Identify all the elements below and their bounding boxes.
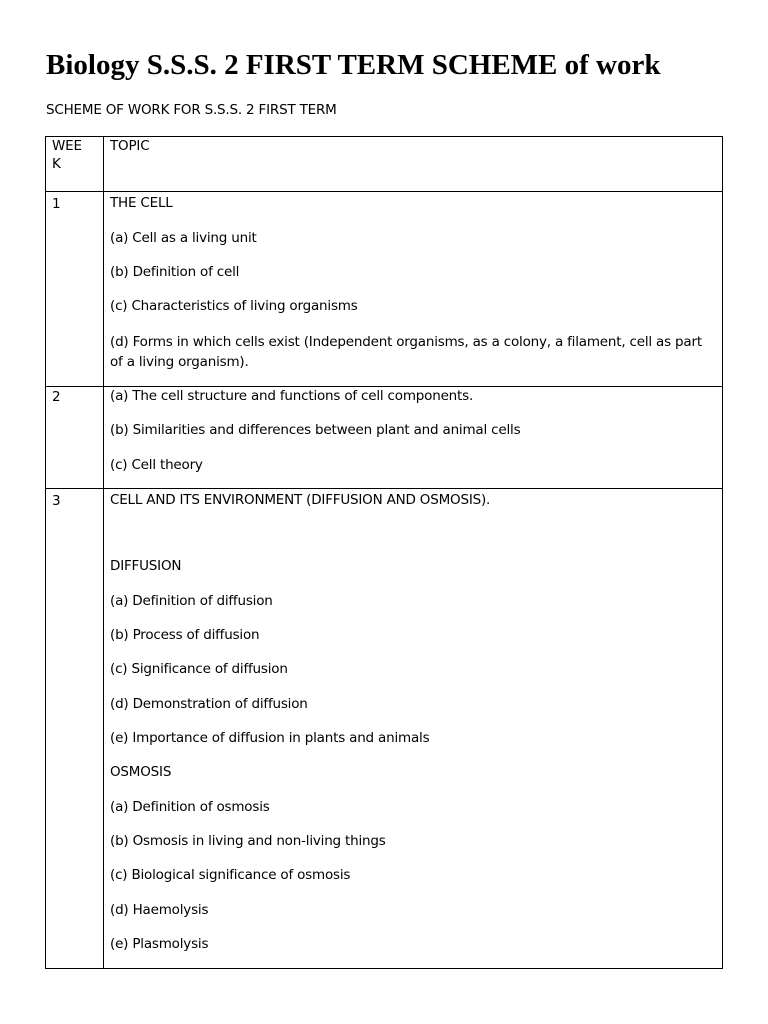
section-heading-osmosis: OSMOSIS: [110, 764, 172, 780]
topic-item: (a) Definition of diffusion: [110, 593, 273, 609]
week-cell: [46, 192, 104, 387]
table-header-row: [46, 137, 723, 192]
week-cell: [46, 387, 104, 489]
document-title: Biology S.S.S. 2 FIRST TERM SCHEME of work: [46, 49, 661, 81]
topic-item: (b) Process of diffusion: [110, 627, 260, 643]
topic-item: (d) Demonstration of diffusion: [110, 696, 308, 712]
week-number: 3: [52, 493, 61, 509]
header-week-cell: [46, 137, 104, 192]
topic-heading: THE CELL: [110, 195, 173, 211]
week-number: 1: [52, 196, 61, 212]
topic-item: (c) Significance of diffusion: [110, 661, 288, 677]
topic-cell: [104, 387, 723, 489]
topic-item: (b) Definition of cell: [110, 264, 240, 280]
header-topic-cell: [104, 137, 723, 192]
section-heading-diffusion: DIFFUSION: [110, 558, 182, 574]
topic-cell: [104, 489, 723, 969]
header-week-label: WEEK: [52, 138, 82, 172]
topic-item: (a) The cell structure and functions of cell components.: [110, 388, 474, 404]
week-number: 2: [52, 389, 61, 405]
header-topic-label: TOPIC: [110, 138, 150, 154]
topic-item: (d) Haemolysis: [110, 902, 209, 918]
topic-item: (a) Cell as a living unit: [110, 230, 257, 246]
topic-item: (c) Biological significance of osmosis: [110, 867, 351, 883]
document-subtitle: SCHEME OF WORK FOR S.S.S. 2 FIRST TERM: [46, 102, 337, 118]
topic-cell: [104, 192, 723, 387]
scheme-table: [45, 136, 723, 969]
topic-item: (e) Plasmolysis: [110, 936, 209, 952]
topic-item: (b) Similarities and differences between plant and animal cells: [110, 422, 521, 438]
table-row: [46, 387, 723, 489]
topic-item: (c) Characteristics of living organisms: [110, 298, 358, 314]
table-row: [46, 192, 723, 387]
topic-item: (e) Importance of diffusion in plants and animals: [110, 730, 430, 746]
topic-item: (c) Cell theory: [110, 457, 203, 473]
topic-item: (a) Definition of osmosis: [110, 799, 270, 815]
table-row: [46, 489, 723, 969]
week-cell: [46, 489, 104, 969]
topic-heading: CELL AND ITS ENVIRONMENT (DIFFUSION AND OSMOSIS).: [110, 492, 491, 508]
topic-item: (b) Osmosis in living and non-living things: [110, 833, 386, 849]
topic-item: (d) Forms in which cells exist (Independent organisms, as a colony, a filament, cell as part of a living organism).: [110, 334, 702, 370]
